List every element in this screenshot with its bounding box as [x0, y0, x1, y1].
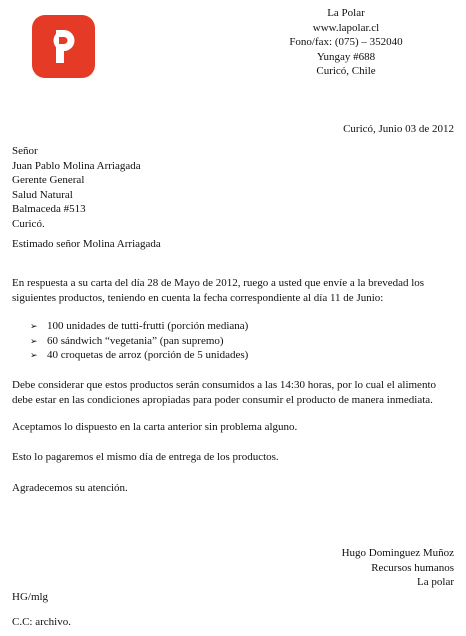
recipient-city: Curicó. [12, 217, 45, 230]
greeting: Estimado señor Molina Arriagada [12, 238, 161, 250]
logo-glyph [32, 15, 95, 78]
recipient-company: Salud Natural [12, 188, 73, 201]
paragraph-conditions: Debe considerar que estos productos serán consumidos a las 14:30 horas, por lo cual el alimento debe estar en las condiciones apropiadas para poder consumir el producto de manera inmediata. [12, 379, 436, 406]
recipient-block [12, 144, 141, 231]
signature-name: Hugo Dominguez Muñoz [341, 547, 454, 559]
sender-phone: Fono/fax: (075) – 352040 [289, 36, 403, 49]
recipient-title: Señor [12, 145, 38, 157]
list-item [30, 334, 248, 349]
arrow-bullet-icon: ➢ [30, 350, 38, 360]
paragraph-request: En respuesta a su carta del día 28 de Mayo de 2012, ruego a usted que envíe a la brevedad los siguientes productos, teniendo en cuenta la fecha correspondiente al día 11 de Junio: [12, 277, 425, 304]
paragraph-payment: Esto lo pagaremos el mismo día de entrega de los productos. [12, 451, 279, 463]
arrow-bullet-icon: ➢ [30, 321, 38, 331]
sender-company: La Polar [327, 7, 365, 19]
list-item-text: 60 sándwich “vegetania” (pan supremo) [47, 334, 224, 347]
list-item [30, 348, 248, 363]
letter-date: Curicó, Junio 03 de 2012 [343, 123, 454, 135]
p-letter-logo [32, 15, 95, 78]
carbon-copy: C.C: archivo. [12, 616, 71, 628]
reference-initials: HG/mlg [12, 591, 49, 603]
sender-address: Yungay #688 [316, 50, 376, 63]
list-item-text: 100 unidades de tutti-frutti (porción mediana) [47, 320, 249, 332]
sender-header [271, 6, 421, 79]
signature-company: La polar [417, 576, 454, 588]
list-item-text: 40 croquetas de arroz (porción de 5 unidades) [47, 349, 249, 361]
paragraph-thanks: Agradecemos su atención. [12, 482, 128, 494]
sender-website: www.lapolar.cl [312, 21, 380, 34]
recipient-name: Juan Pablo Molina Arriagada [12, 159, 141, 172]
recipient-address: Balmaceda #513 [12, 203, 86, 215]
signature-department: Recursos humanos [371, 561, 454, 574]
product-list [30, 319, 248, 363]
sender-city: Curicó, Chile [316, 65, 376, 78]
arrow-bullet-icon: ➢ [30, 335, 38, 346]
list-item [30, 319, 248, 334]
recipient-position: Gerente General [12, 174, 85, 186]
signature-block [342, 546, 454, 590]
paragraph-acceptance: Aceptamos lo dispuesto en la carta anterior sin problema alguno. [12, 421, 298, 433]
